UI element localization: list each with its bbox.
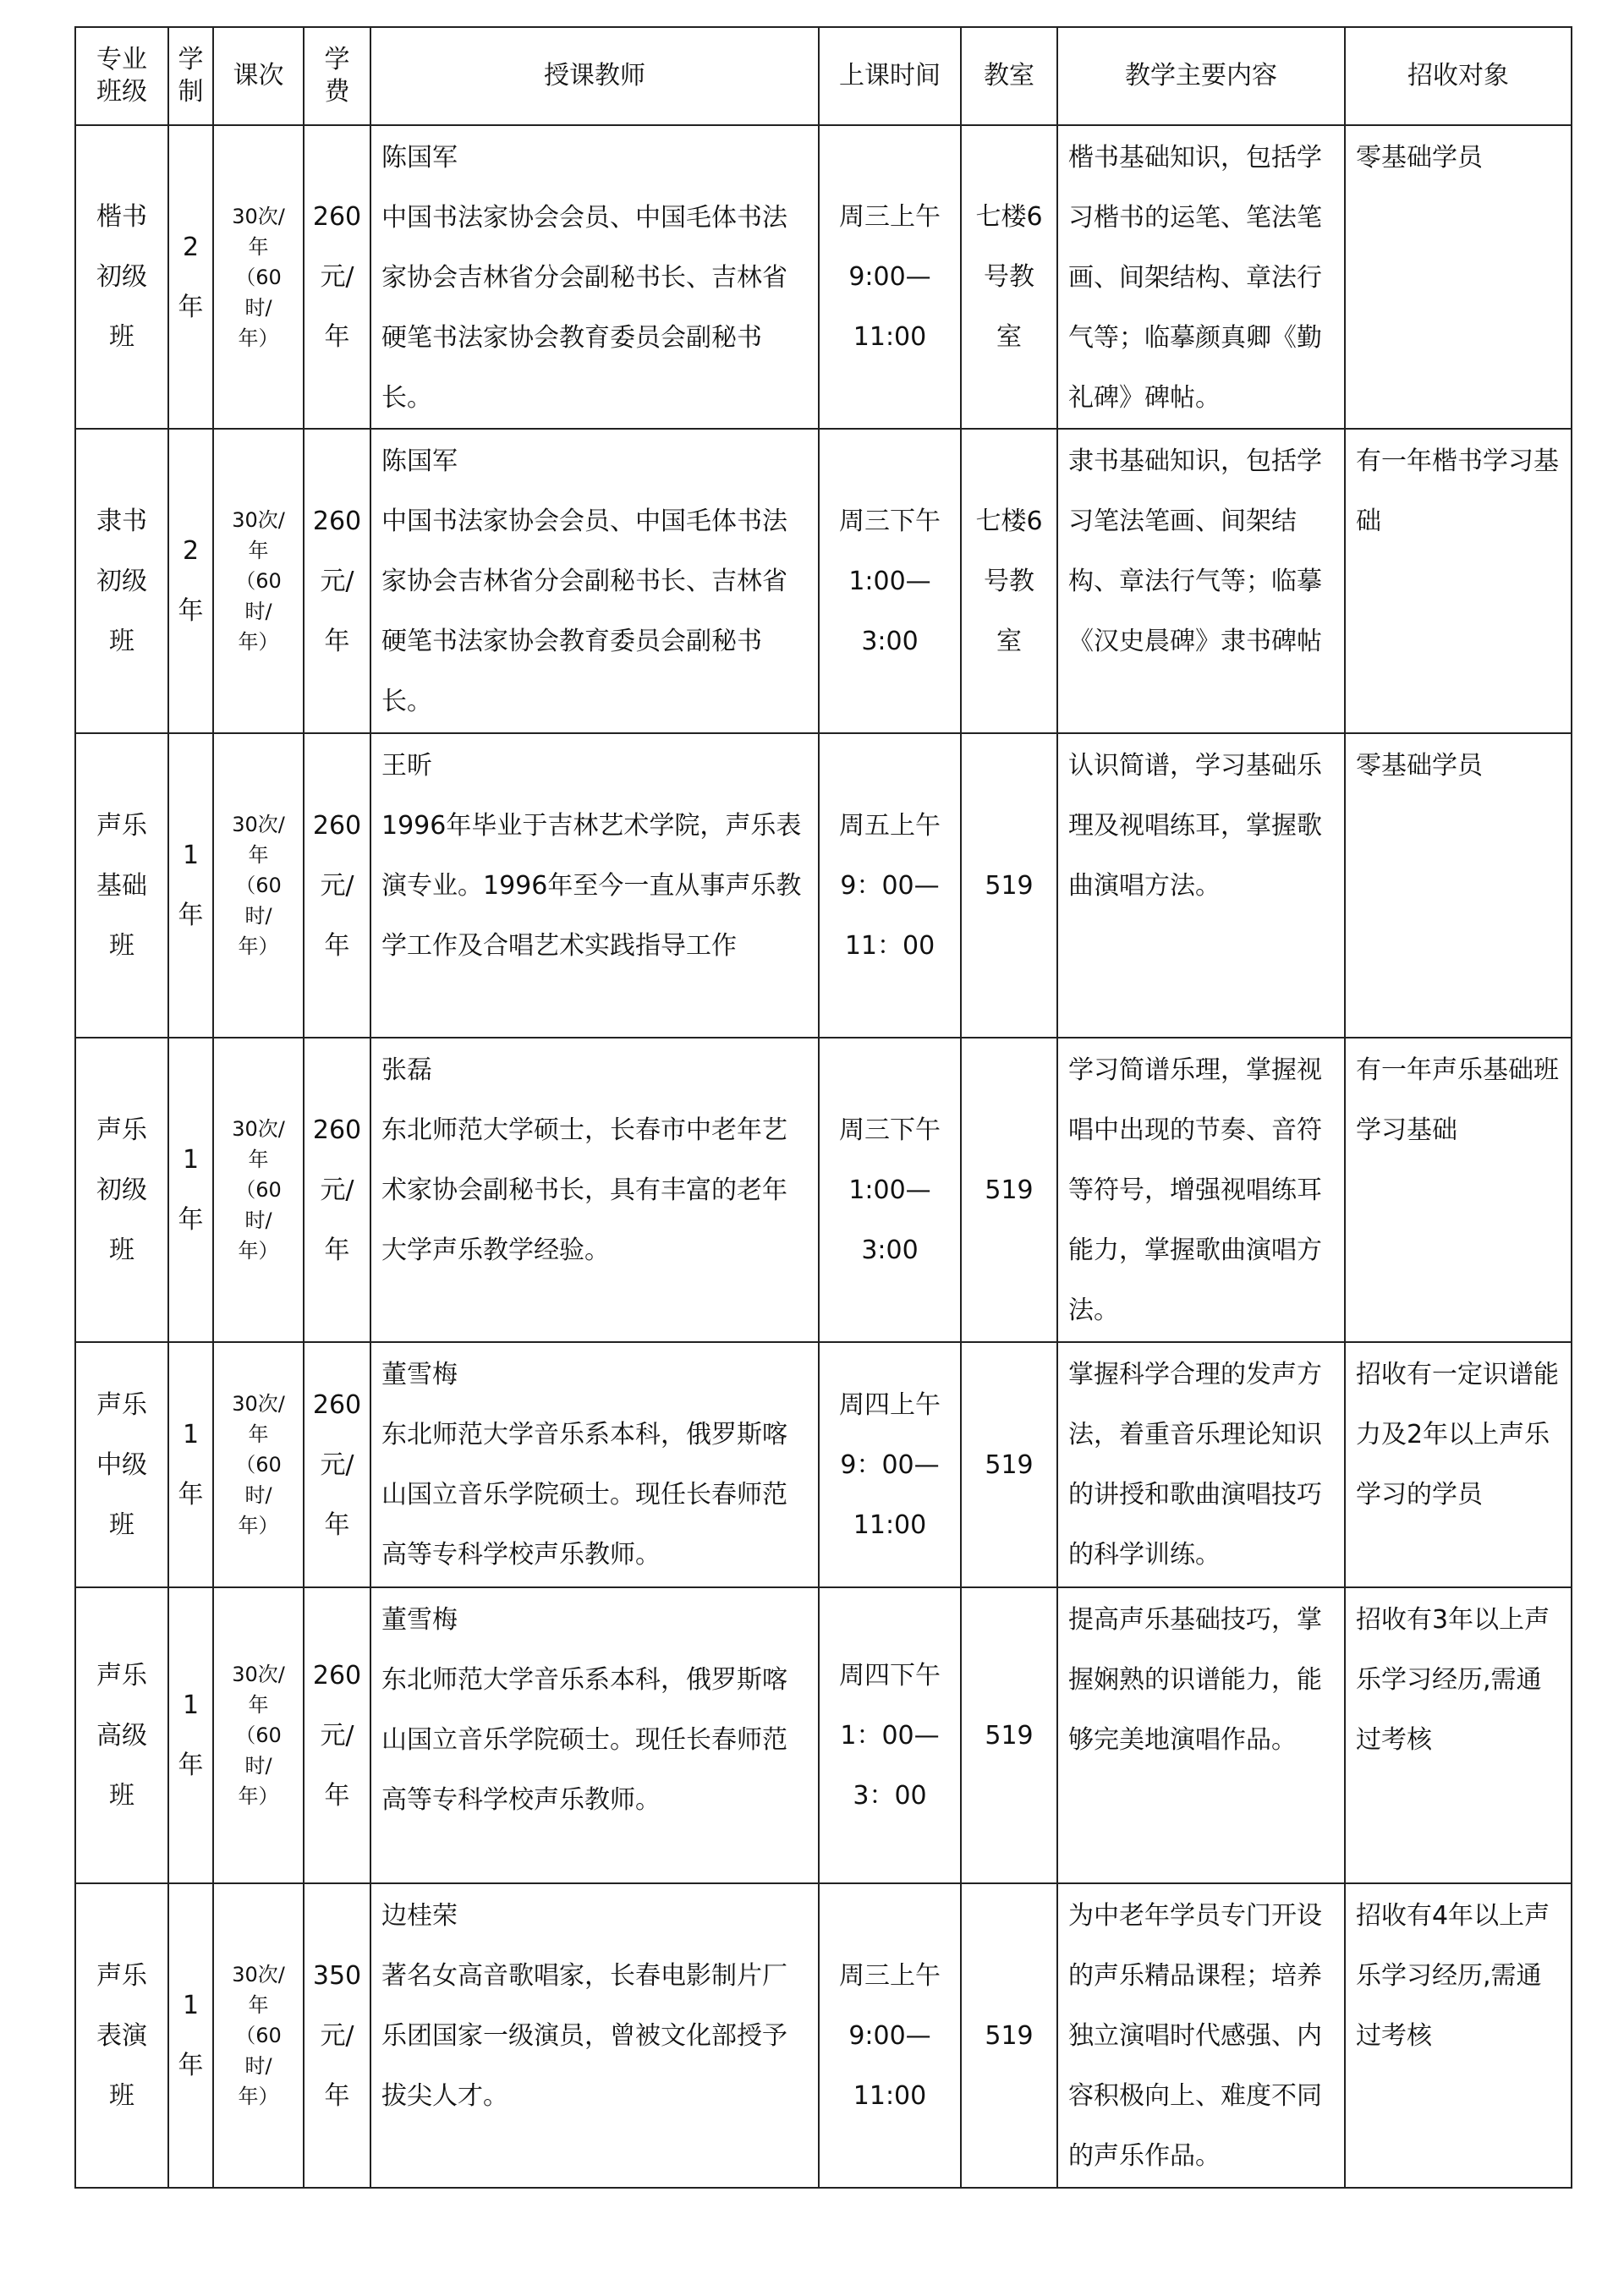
cell-room: 519 (961, 1038, 1057, 1342)
cell-time: 周三上午 9:00— 11:00 (819, 1883, 961, 2188)
cell-major: 声乐 高级 班 (75, 1587, 168, 1883)
header-sessions: 课次 (213, 27, 304, 125)
teacher-bio: 中国书法家协会会员、中国毛体书法家协会吉林省分会副秘书长、吉林省硬笔书法家协会教育委员会副秘书长。 (381, 507, 787, 716)
cell-target: 零基础学员 (1345, 733, 1572, 1038)
cell-content: 掌握科学合理的发声方法，着重音乐理论知识的讲授和歌曲演唱技巧的科学训练。 (1057, 1342, 1345, 1587)
teacher-name: 张磊 (381, 1055, 432, 1085)
cell-major: 隶书 初级 班 (75, 429, 168, 733)
cell-fee: 260 元/ 年 (304, 125, 370, 429)
cell-time: 周三上午 9:00— 11:00 (819, 125, 961, 429)
teacher-name: 董雪梅 (381, 1360, 458, 1389)
cell-room: 七楼6 号教 室 (961, 125, 1057, 429)
cell-fee: 260 元/ 年 (304, 1038, 370, 1342)
cell-target: 招收有3年以上声乐学习经历,需通过考核 (1345, 1587, 1572, 1883)
cell-years: 1 年 (168, 1038, 213, 1342)
table-row (75, 733, 1572, 1038)
table-row (75, 1038, 1572, 1342)
cell-major: 声乐 中级 班 (75, 1342, 168, 1587)
header-time: 上课时间 (819, 27, 961, 125)
header-fee: 学 费 (304, 27, 370, 125)
cell-target: 招收有4年以上声乐学习经历,需通过考核 (1345, 1883, 1572, 2188)
table-row (75, 1342, 1572, 1587)
cell-content: 为中老年学员专门开设的声乐精品课程；培养独立演唱时代感强、内容积极向上、难度不同的声乐作品。 (1057, 1883, 1345, 2188)
cell-sessions: 30次/ 年 （60 时/ 年） (213, 1342, 304, 1587)
cell-teacher (370, 1038, 819, 1342)
cell-content: 楷书基础知识，包括学习楷书的运笔、笔法笔画、间架结构、章法行气等；临摹颜真卿《勤礼碑》碑帖。 (1057, 125, 1345, 429)
cell-fee: 260 元/ 年 (304, 1342, 370, 1587)
teacher-name: 陈国军 (381, 143, 458, 173)
cell-target: 零基础学员 (1345, 125, 1572, 429)
header-teacher: 授课教师 (370, 27, 819, 125)
cell-fee: 350 元/ 年 (304, 1883, 370, 2188)
cell-sessions: 30次/ 年 （60 时/ 年） (213, 733, 304, 1038)
course-table-container (74, 26, 1571, 2189)
cell-years: 1 年 (168, 1342, 213, 1587)
cell-sessions: 30次/ 年 （60 时/ 年） (213, 1038, 304, 1342)
cell-sessions: 30次/ 年 （60 时/ 年） (213, 125, 304, 429)
teacher-bio: 1996年毕业于吉林艺术学院，声乐表演专业。1996年至今一直从事声乐教学工作及合唱艺术实践指导工作 (381, 811, 802, 961)
course-table (74, 26, 1572, 2189)
table-row (75, 1883, 1572, 2188)
cell-fee: 260 元/ 年 (304, 1587, 370, 1883)
teacher-bio: 中国书法家协会会员、中国毛体书法家协会吉林省分会副秘书长、吉林省硬笔书法家协会教育委员会副秘书长。 (381, 203, 787, 413)
header-room: 教室 (961, 27, 1057, 125)
cell-years: 1 年 (168, 1883, 213, 2188)
header-target: 招收对象 (1345, 27, 1572, 125)
cell-sessions: 30次/ 年 （60 时/ 年） (213, 1587, 304, 1883)
cell-content: 隶书基础知识，包括学习笔法笔画、间架结构、章法行气等；临摹《汉史晨碑》隶书碑帖 (1057, 429, 1345, 733)
table-row (75, 1587, 1572, 1883)
table-row (75, 429, 1572, 733)
cell-time: 周四下午 1：00— 3：00 (819, 1587, 961, 1883)
teacher-name: 王昕 (381, 751, 432, 781)
cell-fee: 260 元/ 年 (304, 733, 370, 1038)
teacher-name: 陈国军 (381, 447, 458, 476)
cell-sessions: 30次/ 年 （60 时/ 年） (213, 1883, 304, 2188)
table-row (75, 125, 1572, 429)
cell-major: 声乐 初级 班 (75, 1038, 168, 1342)
cell-content: 认识简谱，学习基础乐理及视唱练耳，掌握歌曲演唱方法。 (1057, 733, 1345, 1038)
cell-time: 周四上午 9：00— 11:00 (819, 1342, 961, 1587)
cell-years: 1 年 (168, 733, 213, 1038)
teacher-bio: 东北师范大学音乐系本科，俄罗斯喀山国立音乐学院硕士。现任长春师范高等专科学校声乐教师。 (381, 1420, 787, 1570)
cell-room: 519 (961, 1342, 1057, 1587)
cell-major: 声乐 表演 班 (75, 1883, 168, 2188)
cell-room: 七楼6 号教 室 (961, 429, 1057, 733)
header-years: 学 制 (168, 27, 213, 125)
cell-years: 2 年 (168, 429, 213, 733)
cell-target: 招收有一定识谱能力及2年以上声乐学习的学员 (1345, 1342, 1572, 1587)
cell-teacher (370, 1342, 819, 1587)
cell-teacher (370, 429, 819, 733)
cell-room: 519 (961, 1587, 1057, 1883)
cell-major: 声乐 基础 班 (75, 733, 168, 1038)
cell-years: 2 年 (168, 125, 213, 429)
cell-teacher (370, 1587, 819, 1883)
cell-fee: 260 元/ 年 (304, 429, 370, 733)
teacher-bio: 东北师范大学音乐系本科，俄罗斯喀山国立音乐学院硕士。现任长春师范高等专科学校声乐教师。 (381, 1665, 787, 1815)
header-major: 专业 班级 (75, 27, 168, 125)
cell-teacher (370, 1883, 819, 2188)
cell-target: 有一年声乐基础班学习基础 (1345, 1038, 1572, 1342)
cell-years: 1 年 (168, 1587, 213, 1883)
cell-time: 周五上午 9：00— 11：00 (819, 733, 961, 1038)
cell-time: 周三下午 1:00— 3:00 (819, 429, 961, 733)
cell-room: 519 (961, 1883, 1057, 2188)
cell-teacher (370, 733, 819, 1038)
cell-room: 519 (961, 733, 1057, 1038)
teacher-bio: 著名女高音歌唱家，长春电影制片厂乐团国家一级演员，曾被文化部授予拔尖人才。 (381, 1961, 787, 2111)
cell-content: 学习简谱乐理，掌握视唱中出现的节奏、音符等符号，增强视唱练耳能力，掌握歌曲演唱方法。 (1057, 1038, 1345, 1342)
teacher-name: 董雪梅 (381, 1605, 458, 1635)
cell-target: 有一年楷书学习基础 (1345, 429, 1572, 733)
cell-time: 周三下午 1:00— 3:00 (819, 1038, 961, 1342)
teacher-name: 边桂荣 (381, 1901, 458, 1931)
cell-major: 楷书 初级 班 (75, 125, 168, 429)
cell-teacher (370, 125, 819, 429)
teacher-bio: 东北师范大学硕士，长春市中老年艺术家协会副秘书长，具有丰富的老年大学声乐教学经验。 (381, 1115, 787, 1265)
header-content: 教学主要内容 (1057, 27, 1345, 125)
header-row (75, 27, 1572, 125)
cell-sessions: 30次/ 年 （60 时/ 年） (213, 429, 304, 733)
cell-content: 提高声乐基础技巧，掌握娴熟的识谱能力，能够完美地演唱作品。 (1057, 1587, 1345, 1883)
